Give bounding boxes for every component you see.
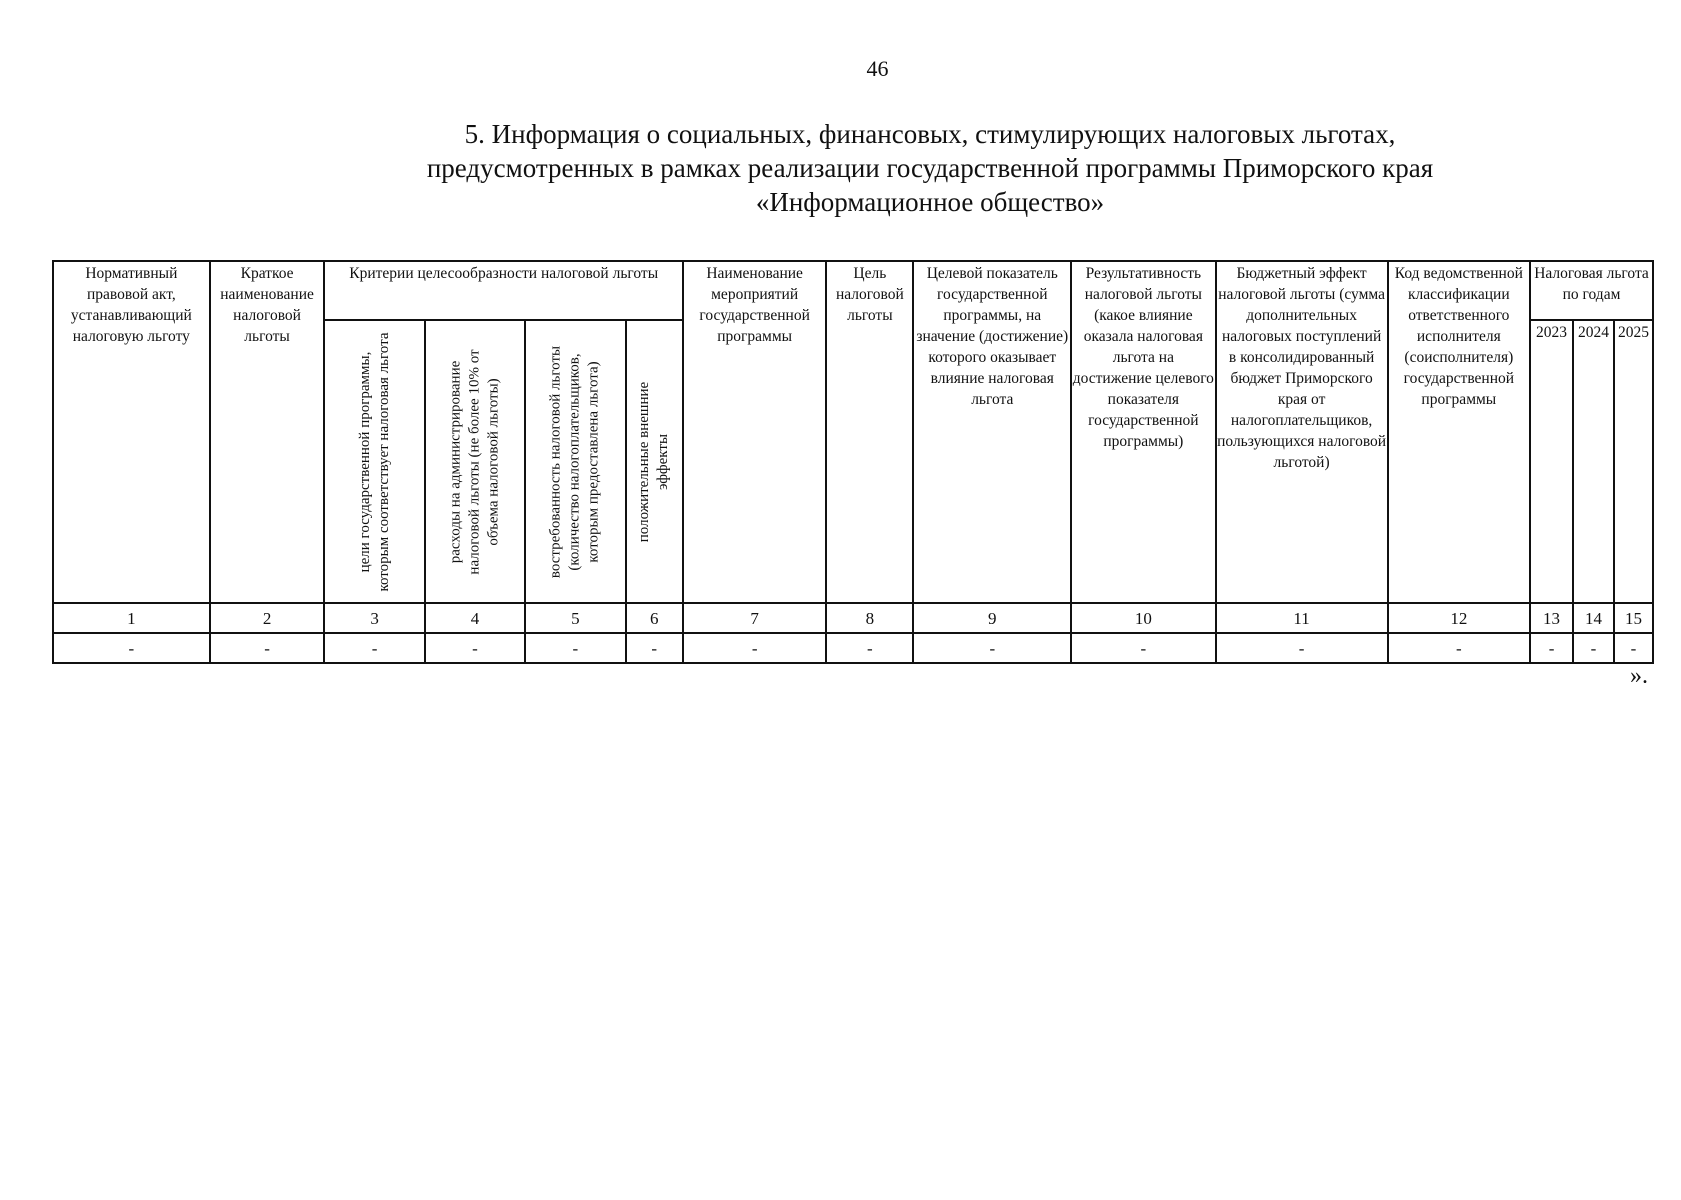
header-normative-act: Нормативный правовой акт, устанавливающий налоговую льготу [53, 261, 210, 603]
table-cell: - [324, 633, 424, 663]
title-line-1: 5. Информация о социальных, финансовых, стимулирующих налоговых льготах, [464, 119, 1396, 149]
header-year-2024: 2024 [1573, 320, 1614, 603]
table-cell: - [210, 633, 325, 663]
table-cell: - [525, 633, 625, 663]
column-number: 10 [1071, 603, 1215, 633]
table-cell: - [1216, 633, 1388, 663]
column-number: 3 [324, 603, 424, 633]
header-criteria: Критерии целесообразности налоговой льготы [324, 261, 683, 320]
header-criteria-demand [525, 320, 625, 603]
table-cell: - [826, 633, 913, 663]
column-number: 13 [1530, 603, 1573, 633]
header-years-group: Налоговая льгота по годам [1530, 261, 1653, 320]
header-row-1 [53, 261, 1653, 320]
table-cell: - [53, 633, 210, 663]
header-effectiveness: Результативность налоговой льготы (какое влияние оказала налоговая льгота на достижение целевого показателя государственной программы) [1071, 261, 1215, 603]
table-row [53, 633, 1653, 663]
header-measures: Наименование мероприятий государственной программы [683, 261, 826, 603]
column-number: 7 [683, 603, 826, 633]
table-cell: - [626, 633, 683, 663]
page-number: 46 [866, 56, 889, 81]
header-department-code: Код ведомственной классификации ответственного исполнителя (соисполнителя) государственной программы [1388, 261, 1530, 603]
tax-benefits-table [52, 260, 1654, 664]
header-budget-effect: Бюджетный эффект налоговой льготы (сумма дополнительных налоговых поступлений в консолидированный бюджет Приморского края от налогоплательщиков, пользующихся налоговой льготой) [1216, 261, 1388, 603]
column-number: 1 [53, 603, 210, 633]
title-line-2: предусмотренных в рамках реализации государственной программы Приморского края [426, 153, 1434, 183]
header-criteria-goals-text: цели государственной программы, которым соответствует налоговая льгота [356, 331, 392, 592]
column-number: 9 [913, 603, 1071, 633]
table-cell: - [1071, 633, 1215, 663]
column-number: 15 [1614, 603, 1653, 633]
closing-quote-mark: ». [1630, 663, 1648, 689]
column-number: 4 [425, 603, 525, 633]
header-criteria-goals [324, 320, 424, 603]
table-cell: - [1614, 633, 1653, 663]
column-number: 2 [210, 603, 325, 633]
column-number: 6 [626, 603, 683, 633]
header-benefit-goal: Цель налоговой льготы [826, 261, 913, 603]
column-number: 14 [1573, 603, 1614, 633]
header-criteria-admin-costs [425, 320, 525, 603]
column-number: 5 [525, 603, 625, 633]
column-number: 11 [1216, 603, 1388, 633]
column-number-row [53, 603, 1653, 633]
table-cell: - [683, 633, 826, 663]
header-short-name: Краткое наименование налоговой льготы [210, 261, 325, 603]
header-criteria-admin-costs-text: расходы на администрирование налоговой льготы (не более 10% от объема налоговой льготы) [447, 348, 502, 575]
table-cell: - [1530, 633, 1573, 663]
document-title [260, 117, 1600, 219]
column-number: 12 [1388, 603, 1530, 633]
title-line-3: «Информационное общество» [755, 187, 1105, 217]
header-target-indicator: Целевой показатель государственной программы, на значение (достижение) которого оказывает влияние налоговая льгота [913, 261, 1071, 603]
header-criteria-demand-text: востребованность налоговой льготы (количество налогоплательщиков, которым предоставлена льгота) [547, 345, 602, 578]
header-year-2023: 2023 [1530, 320, 1573, 603]
column-number: 8 [826, 603, 913, 633]
header-criteria-external-effects-text: положительные внешние эффекты [636, 381, 672, 542]
table-cell: - [1573, 633, 1614, 663]
header-year-2025: 2025 [1614, 320, 1653, 603]
table-cell: - [913, 633, 1071, 663]
table-cell: - [1388, 633, 1530, 663]
header-criteria-external-effects [626, 320, 683, 603]
table-cell: - [425, 633, 525, 663]
